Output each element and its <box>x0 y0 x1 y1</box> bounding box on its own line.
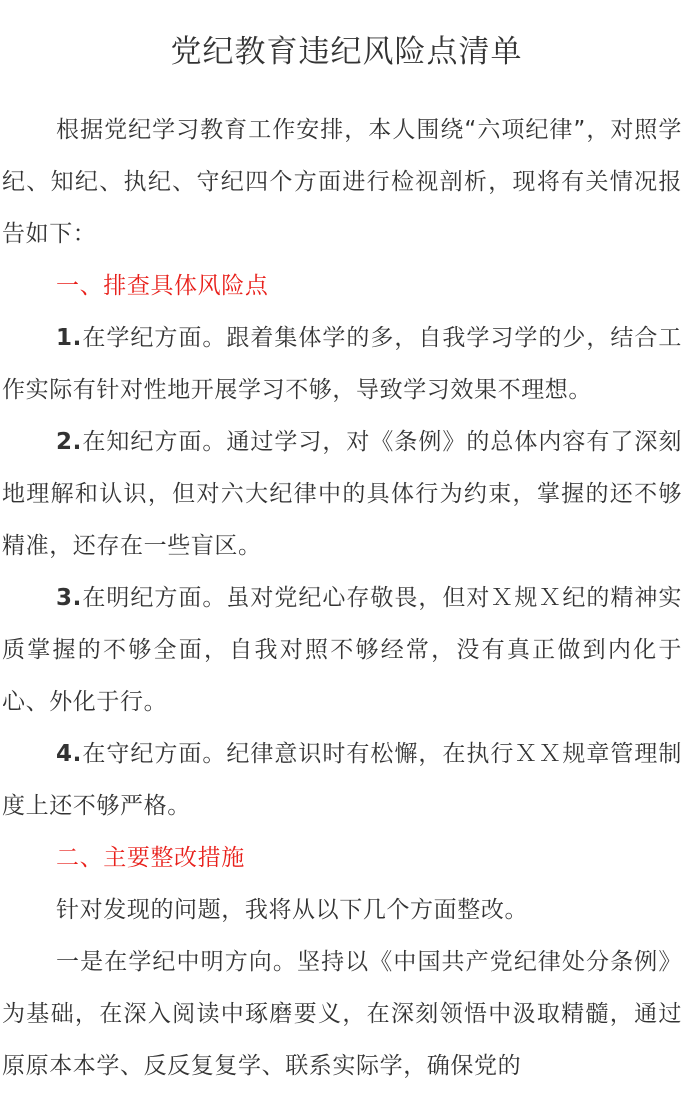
section-heading-measures: 二、主要整改措施 <box>56 845 245 871</box>
risk-item-number: 4. <box>56 741 82 767</box>
document-body <box>2 104 682 1092</box>
section-heading-risk-points: 一、排查具体风险点 <box>56 273 269 299</box>
risk-item-number: 1. <box>56 325 82 351</box>
intro-paragraph: 根据党纪学习教育工作安排，本人围绕“六项纪律”，对照学纪、知纪、执纪、守纪四个方面进行检视剖析，现将有关情况报告如下： <box>2 117 682 247</box>
risk-item-number: 3. <box>56 585 82 611</box>
risk-item-number: 2. <box>56 429 82 455</box>
risk-item-4 <box>2 728 682 832</box>
measures-lead-paragraph: 针对发现的问题，我将从以下几个方面整改。 <box>56 897 529 923</box>
risk-item-text: 在明纪方面。虽对党纪心存敬畏，但对Ｘ规Ｘ纪的精神实质掌握的不够全面，自我对照不够经常，没有真正做到内化于心、外化于行。 <box>2 585 682 715</box>
risk-item-1 <box>2 312 682 416</box>
risk-item-2 <box>2 416 682 572</box>
risk-item-text: 在学纪方面。跟着集体学的多，自我学习学的少，结合工作实际有针对性地开展学习不够，导致学习效果不理想。 <box>2 325 682 403</box>
risk-item-text: 在守纪方面。纪律意识时有松懈，在执行ＸＸ规章管理制度上还不够严格。 <box>2 741 682 819</box>
risk-item-3 <box>2 572 682 728</box>
document-title: 党纪教育违纪风险点清单 <box>170 34 523 70</box>
risk-item-text: 在知纪方面。通过学习，对《条例》的总体内容有了深刻地理解和认识，但对六大纪律中的具体行为约束，掌握的还不够精准，还存在一些盲区。 <box>2 429 682 559</box>
measure-paragraph-1: 一是在学纪中明方向。坚持以《中国共产党纪律处分条例》为基础，在深入阅读中琢磨要义，在深刻领悟中汲取精髓，通过原原本本学、反反复复学、联系实际学，确保党的 <box>2 949 682 1079</box>
